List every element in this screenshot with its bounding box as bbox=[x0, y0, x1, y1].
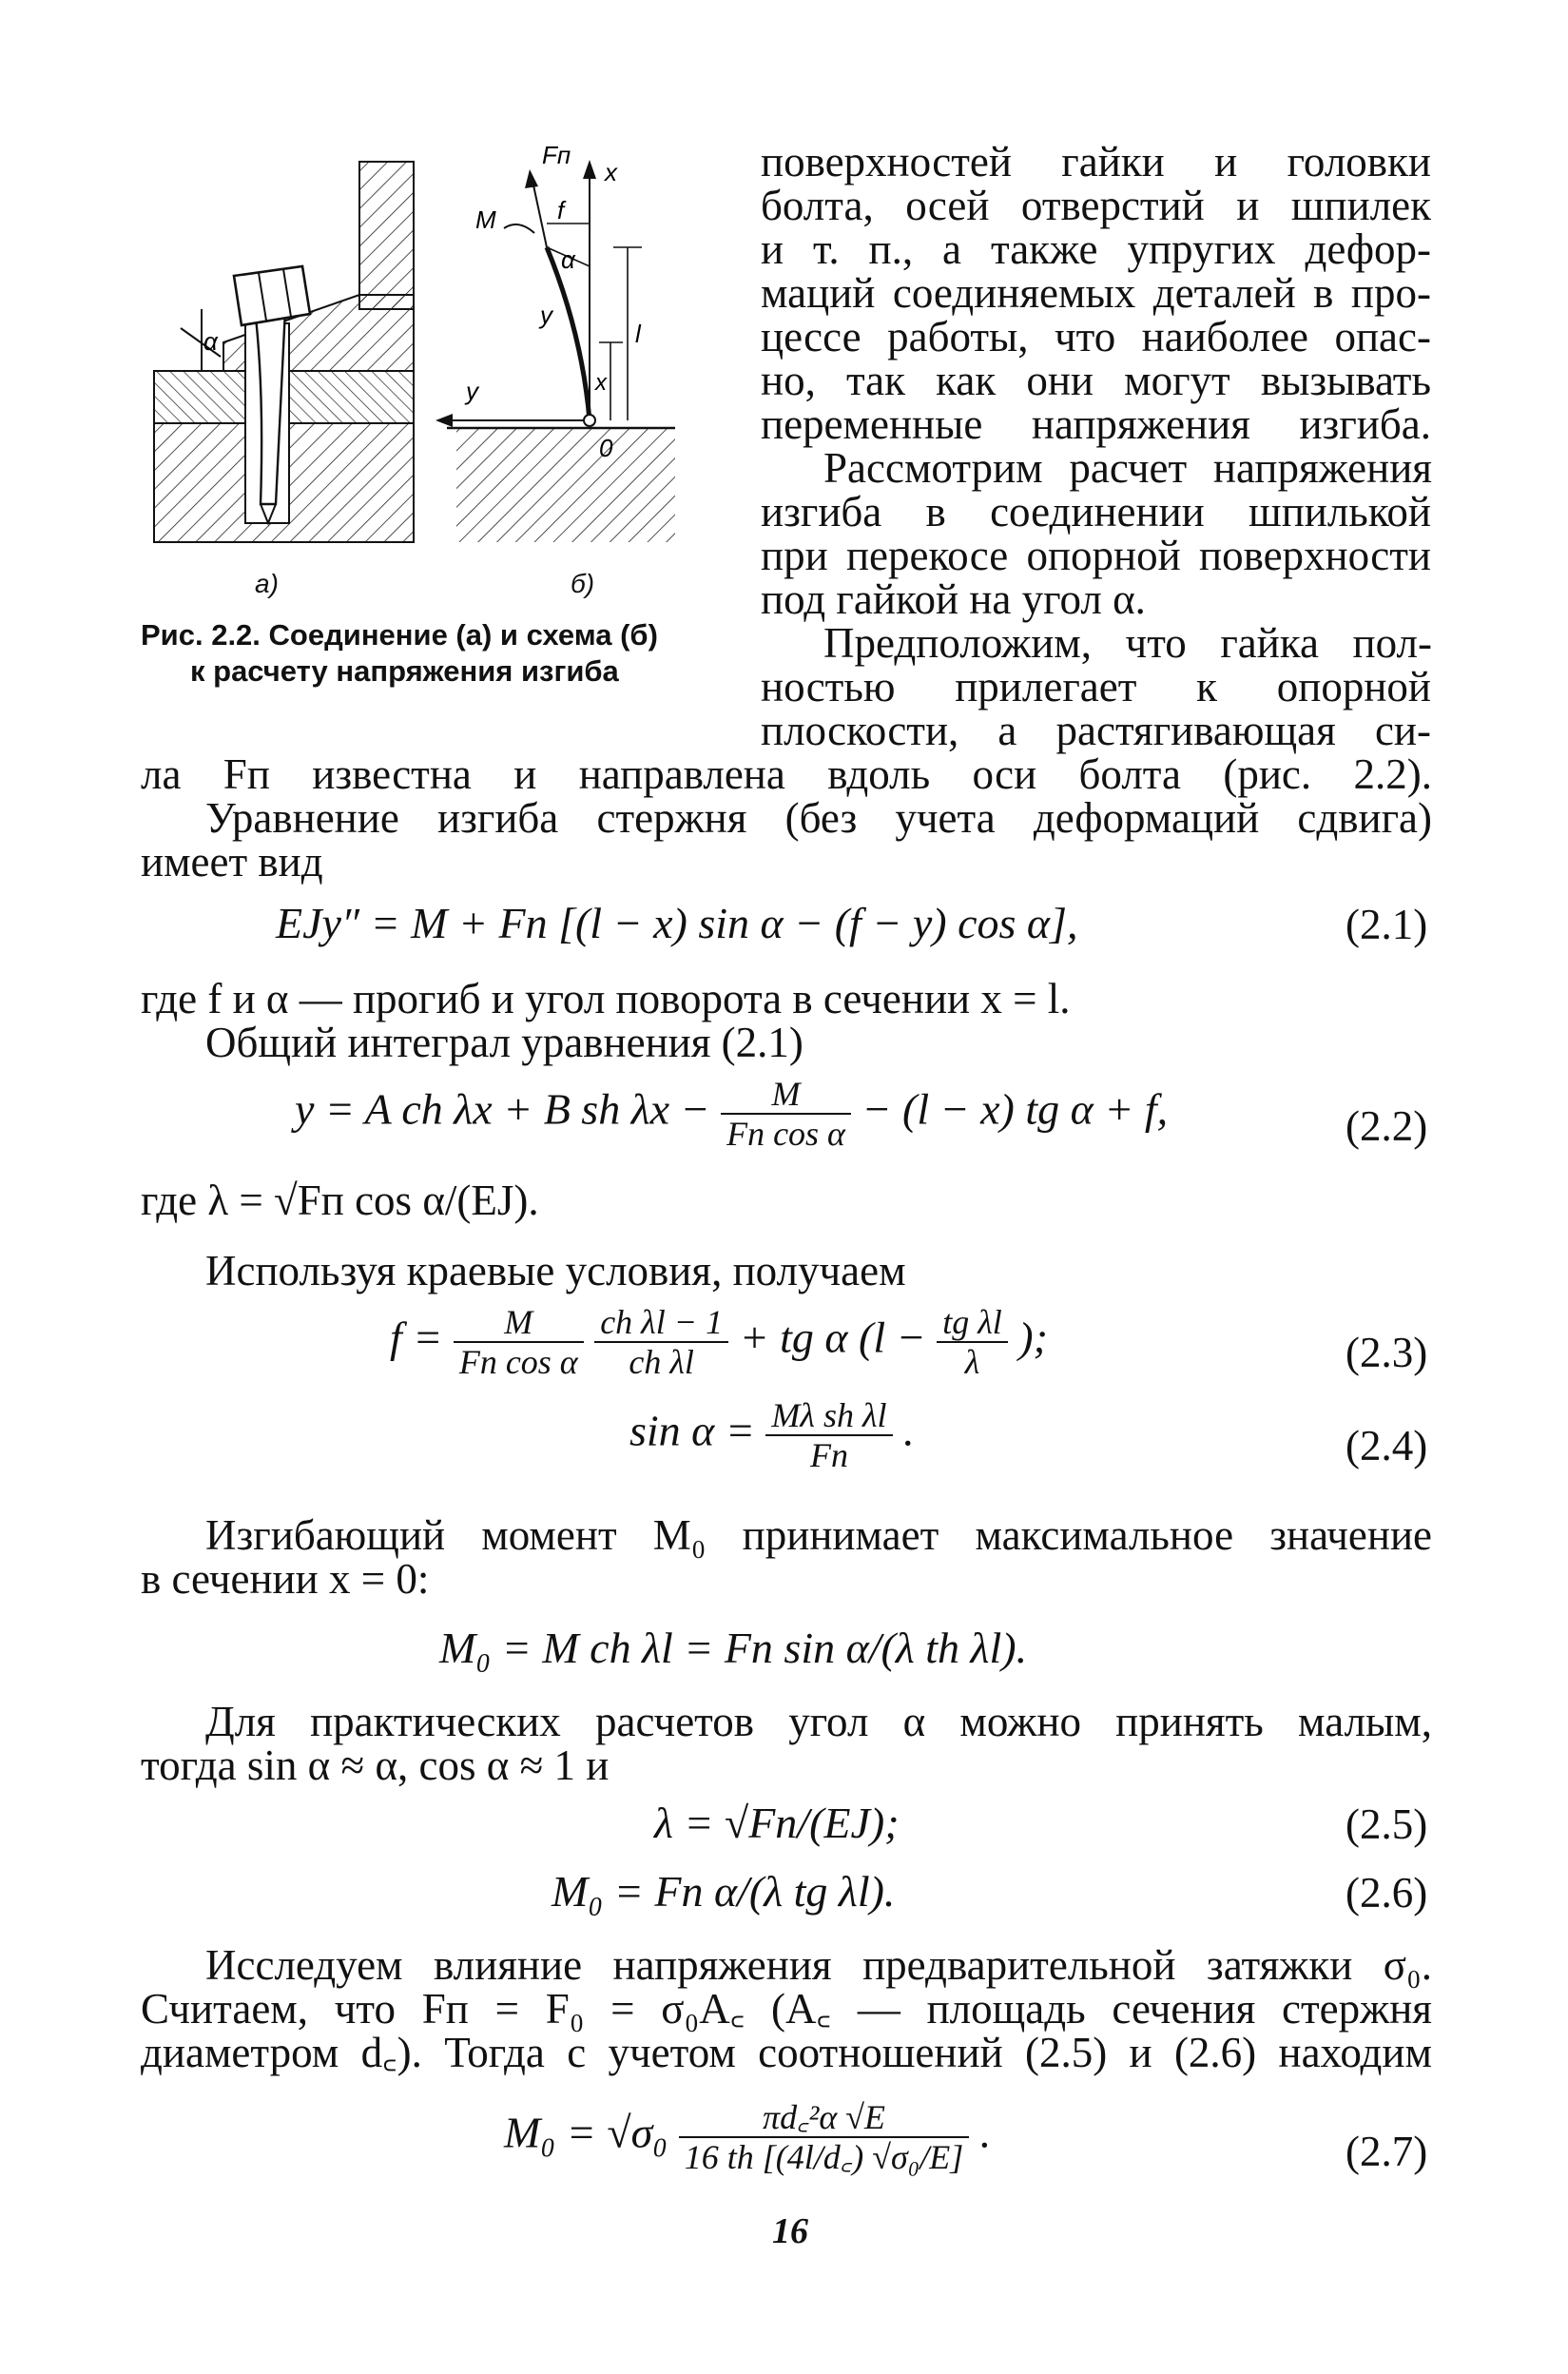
col-line-1: поверхностей гайки и головки bbox=[761, 138, 1431, 185]
eq3-num2: ch λl − 1 bbox=[600, 1303, 724, 1341]
label-x-small: x bbox=[595, 370, 607, 396]
p3-last-line: ла Fп известна и направлена вдоль оси болта (рис. 2.2). bbox=[141, 750, 1432, 798]
p4-line-2: имеет вид bbox=[141, 838, 323, 885]
eq3-end: ); bbox=[1018, 1313, 1048, 1362]
eq3-num3: tg λl bbox=[942, 1303, 1002, 1341]
equation-2-6: M₀ = Fп α/(λ tg λl). bbox=[552, 1867, 896, 1916]
where-line-1: где f и α — прогиб и угол поворота в сечении x = l. bbox=[141, 975, 1071, 1022]
eq4-end: . bbox=[903, 1406, 915, 1455]
equation-2-1-number: (2.1) bbox=[1345, 901, 1428, 948]
investigate-line-1: Исследуем влияние напряжения предварительной затяжки σ₀. bbox=[205, 1941, 1432, 1989]
figure-caption-line1: Рис. 2.2. Соединение (а) и схема (б) bbox=[141, 618, 658, 652]
eq7-left: M₀ = √σ₀ bbox=[504, 2108, 668, 2157]
eq4-fraction bbox=[765, 1396, 892, 1474]
col-line-7: переменные напряжения изгиба. bbox=[761, 400, 1431, 448]
p2-line-1: Рассмотрим расчет напряжения bbox=[823, 444, 1432, 492]
page-number: 16 bbox=[772, 2211, 808, 2251]
col-line-3: и т. п., а также упругих дефор- bbox=[761, 225, 1431, 273]
p3-line-1: Предположим, что гайка пол- bbox=[823, 619, 1432, 667]
figure-2-2 bbox=[143, 143, 694, 590]
where-line-2: где λ = √Fп cos α/(EJ). bbox=[141, 1177, 539, 1224]
connection-drawing bbox=[154, 162, 414, 542]
p2-line-4: под гайкой на угол α. bbox=[761, 575, 1146, 623]
investigate-line-2: Считаем, что Fп = F₀ = σ₀A꜀ (A꜀ — площадь сечения стержня bbox=[141, 1985, 1432, 2033]
bending-moment-line-2: в сечении x = 0: bbox=[141, 1555, 430, 1603]
label-l: l bbox=[635, 320, 641, 348]
practical-line-2: тогда sin α ≈ α, cos α ≈ 1 и bbox=[141, 1742, 610, 1789]
label-y: y bbox=[466, 377, 478, 405]
eq3-left: f = bbox=[390, 1313, 443, 1362]
eq7-denominator: 16 th [(4l/d꜀) √σ₀/E] bbox=[679, 2136, 969, 2176]
eq3-fraction-1 bbox=[454, 1303, 584, 1381]
eq2-left: y = A ch λx + B sh λx − bbox=[295, 1084, 710, 1134]
label-y-curve: y bbox=[540, 301, 552, 329]
eq2-right: − (l − x) tg α + f, bbox=[861, 1084, 1169, 1134]
p2-line-3: при перекосе опорной поверхности bbox=[761, 532, 1431, 579]
eq4-left: sin α = bbox=[629, 1406, 755, 1455]
label-m: M bbox=[475, 205, 496, 234]
eq3-fraction-2 bbox=[594, 1303, 728, 1381]
eq4-denominator: Fп bbox=[765, 1434, 892, 1474]
eq2-fraction bbox=[721, 1075, 851, 1153]
eq3-fraction-3 bbox=[937, 1303, 1008, 1381]
eq4-numerator: Mλ sh λl bbox=[771, 1396, 887, 1434]
equation-2-7-number: (2.7) bbox=[1345, 2128, 1428, 2175]
eq3-num1: M bbox=[504, 1303, 533, 1341]
figure-label-b: б) bbox=[571, 569, 595, 598]
eq7-numerator: πd꜀²α √E bbox=[763, 2098, 885, 2136]
equation-2-1: EJy″ = M + Fп [(l − x) sin α − (f − y) cos α], bbox=[276, 899, 1078, 947]
eq3-den1: Fп cos α bbox=[454, 1341, 584, 1381]
eq3-den3: λ bbox=[937, 1341, 1008, 1381]
col-line-4: маций соединяемых деталей в про- bbox=[761, 269, 1431, 317]
practical-line-1: Для практических расчетов угол α можно принять малым, bbox=[205, 1698, 1432, 1745]
col-line-2: болта, осей отверстий и шпилек bbox=[761, 182, 1431, 229]
eq3-mid: + tg α (l − bbox=[739, 1313, 926, 1362]
p4-line-1: Уравнение изгиба стержня (без учета деформаций сдвига) bbox=[205, 794, 1432, 842]
figure-caption-line2: к расчету напряжения изгиба bbox=[190, 654, 619, 688]
label-alpha: α bbox=[561, 245, 575, 274]
bolt-alpha-label: α bbox=[203, 327, 218, 356]
eq7-end: . bbox=[979, 2108, 992, 2157]
bending-scheme bbox=[436, 143, 675, 542]
col-line-6: но, так как они могут вызывать bbox=[761, 357, 1431, 404]
eq2-numerator: M bbox=[771, 1075, 801, 1113]
p3-line-2: ностью прилегает к опорной bbox=[761, 663, 1431, 710]
p2-line-2: изгиба в соединении шпилькой bbox=[761, 488, 1431, 535]
equation-2-3 bbox=[390, 1303, 1048, 1381]
figure-label-a: а) bbox=[255, 569, 279, 598]
label-origin: 0 bbox=[599, 434, 613, 462]
equation-2-4 bbox=[629, 1396, 915, 1474]
equation-m0: M₀ = M ch λl = Fп sin α/(λ th λl). bbox=[439, 1624, 1028, 1672]
equation-2-6-number: (2.6) bbox=[1345, 1869, 1428, 1917]
general-integral-line: Общий интеграл уравнения (2.1) bbox=[205, 1019, 803, 1066]
label-f: f bbox=[557, 196, 565, 224]
investigate-line-3: диаметром d꜀). Тогда с учетом соотношений (2.5) и (2.6) находим bbox=[141, 2029, 1432, 2076]
equation-2-2 bbox=[295, 1075, 1168, 1153]
using-conditions-line: Используя краевые условия, получаем bbox=[205, 1247, 906, 1294]
equation-2-7 bbox=[504, 2098, 991, 2176]
bending-moment-line-1: Изгибающий момент M₀ принимает максимальное значение bbox=[205, 1511, 1432, 1559]
p3-line-3: плоскости, а растягивающая си- bbox=[761, 707, 1431, 754]
eq3-den2: ch λl bbox=[594, 1341, 728, 1381]
equation-2-5-number: (2.5) bbox=[1345, 1800, 1428, 1848]
col-line-5: цессе работы, что наиболее опас- bbox=[761, 313, 1431, 360]
equation-2-2-number: (2.2) bbox=[1345, 1102, 1428, 1150]
label-x: x bbox=[605, 158, 617, 186]
eq7-fraction bbox=[679, 2098, 969, 2176]
equation-2-3-number: (2.3) bbox=[1345, 1329, 1428, 1376]
eq2-denominator: Fп cos α bbox=[721, 1113, 851, 1153]
equation-2-5: λ = √Fп/(EJ); bbox=[654, 1799, 900, 1847]
label-fn: Fп bbox=[542, 143, 571, 169]
equation-2-4-number: (2.4) bbox=[1345, 1422, 1428, 1469]
